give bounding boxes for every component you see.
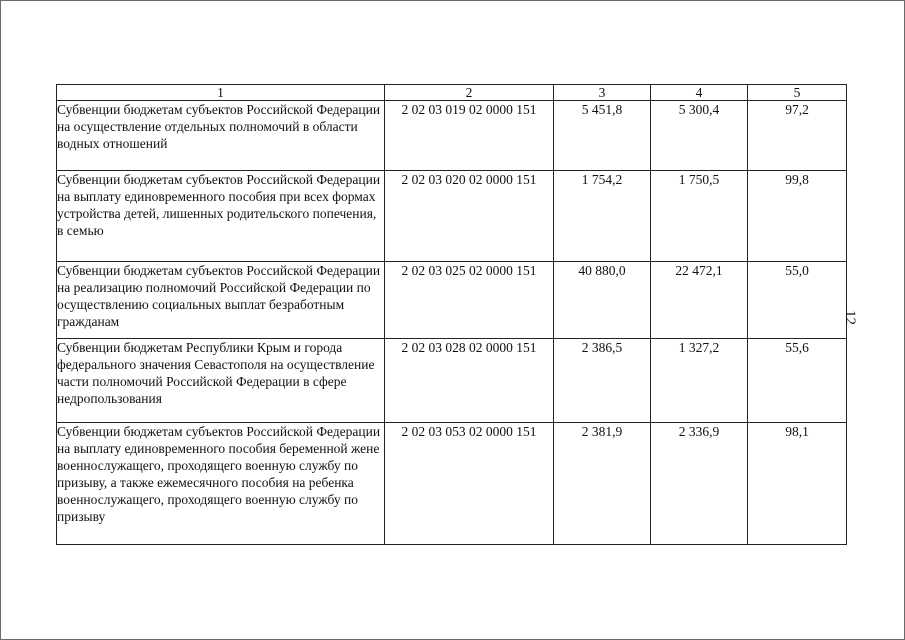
row-plan-cell: 5 451,8 xyxy=(554,101,651,171)
row-name-cell: Субвенции бюджетам субъектов Российской Федерации на выплату единовременного пособия при всех формах устройства детей, лишенных родительского попечения, в семью xyxy=(57,171,385,262)
row-fact-cell: 22 472,1 xyxy=(651,262,748,339)
row-code-cell: 2 02 03 053 02 0000 151 xyxy=(385,423,554,545)
row-plan-cell: 2 381,9 xyxy=(554,423,651,545)
row-code-cell: 2 02 03 019 02 0000 151 xyxy=(385,101,554,171)
column-header-1: 1 xyxy=(57,85,385,101)
column-header-5: 5 xyxy=(748,85,847,101)
row-percent-cell: 55,6 xyxy=(748,339,847,423)
column-header-2: 2 xyxy=(385,85,554,101)
row-name-cell: Субвенции бюджетам субъектов Российской Федерации на реализацию полномочий Российской Федерации по осуществлению социальных выплат безработным гражданам xyxy=(57,262,385,339)
table-header-row xyxy=(57,85,847,101)
row-percent-cell: 97,2 xyxy=(748,101,847,171)
row-plan-cell: 40 880,0 xyxy=(554,262,651,339)
row-percent-cell: 98,1 xyxy=(748,423,847,545)
row-fact-cell: 5 300,4 xyxy=(651,101,748,171)
table-row xyxy=(57,171,847,262)
row-code-cell: 2 02 03 028 02 0000 151 xyxy=(385,339,554,423)
row-plan-cell: 1 754,2 xyxy=(554,171,651,262)
table-row xyxy=(57,262,847,339)
row-name-cell: Субвенции бюджетам Республики Крым и города федерального значения Севастополя на осуществление части полномочий Российской Федерации в сфере недропользования xyxy=(57,339,385,423)
column-header-4: 4 xyxy=(651,85,748,101)
row-fact-cell: 2 336,9 xyxy=(651,423,748,545)
table-row xyxy=(57,423,847,545)
row-percent-cell: 55,0 xyxy=(748,262,847,339)
row-fact-cell: 1 750,5 xyxy=(651,171,748,262)
table-row xyxy=(57,101,847,171)
table-row xyxy=(57,339,847,423)
budget-table xyxy=(56,84,847,545)
page-number: 12 xyxy=(842,310,858,325)
row-percent-cell: 99,8 xyxy=(748,171,847,262)
row-fact-cell: 1 327,2 xyxy=(651,339,748,423)
row-code-cell: 2 02 03 025 02 0000 151 xyxy=(385,262,554,339)
column-header-3: 3 xyxy=(554,85,651,101)
row-code-cell: 2 02 03 020 02 0000 151 xyxy=(385,171,554,262)
row-plan-cell: 2 386,5 xyxy=(554,339,651,423)
row-name-cell: Субвенции бюджетам субъектов Российской Федерации на осуществление отдельных полномочий в области водных отношений xyxy=(57,101,385,171)
row-name-cell: Субвенции бюджетам субъектов Российской Федерации на выплату единовременного пособия беременной жене военнослужащего, проходящего военную службу по призыву, а также ежемесячного пособия на ребенка военнослужащего, проходящего военную службу по призыву xyxy=(57,423,385,545)
